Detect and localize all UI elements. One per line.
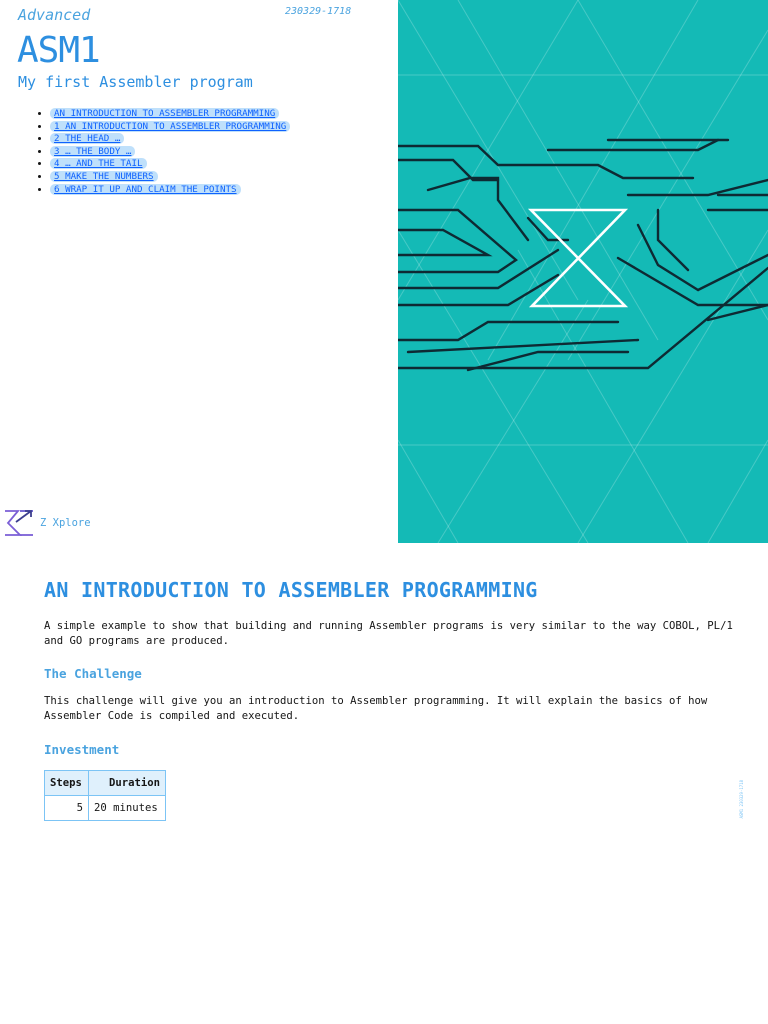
circuit-hourglass-icon	[398, 0, 768, 543]
toc-item	[50, 108, 290, 121]
table-row	[45, 796, 166, 821]
toc-item	[50, 184, 290, 197]
toc-link-1[interactable]: 1 AN INTRODUCTION TO ASSEMBLER PROGRAMMING	[50, 121, 290, 132]
toc-item	[50, 146, 290, 159]
z-xplore-logo-icon	[4, 508, 34, 538]
toc-link-6[interactable]: 6 WRAP IT UP AND CLAIM THE POINTS	[50, 184, 241, 195]
challenge-paragraph: This challenge will give you an introduction to Assembler programming. It will explain the basics of how Assembler Code is compiled and executed.	[44, 695, 708, 722]
brand	[4, 508, 91, 538]
page-title: ASM1	[17, 30, 100, 71]
toc-link-3[interactable]: 3 … THE BODY …	[50, 146, 135, 157]
challenge-heading: The Challenge	[44, 666, 142, 681]
duration-cell: 20 minutes	[89, 796, 166, 821]
toc-link-intro[interactable]: AN INTRODUCTION TO ASSEMBLER PROGRAMMING	[50, 108, 279, 119]
section-title: AN INTRODUCTION TO ASSEMBLER PROGRAMMING	[44, 578, 538, 602]
brand-name: Z Xplore	[40, 517, 91, 529]
side-document-code: ASM1 230329-1718	[739, 780, 744, 819]
toc-link-4[interactable]: 4 … AND THE TAIL	[50, 158, 147, 169]
toc-item	[50, 171, 290, 184]
table-header-row	[45, 771, 166, 796]
toc-link-5[interactable]: 5 MAKE THE NUMBERS	[50, 171, 158, 182]
toc-item	[50, 121, 290, 134]
column-header-steps: Steps	[45, 771, 89, 796]
intro-paragraph: A simple example to show that building and running Assembler programs is very similar to the way COBOL, PL/1 and GO programs are produced.	[44, 620, 733, 647]
page-subtitle: My first Assembler program	[18, 73, 253, 91]
steps-cell: 5	[45, 796, 89, 821]
toc-item	[50, 133, 290, 146]
toc-item	[50, 158, 290, 171]
investment-heading: Investment	[44, 742, 120, 757]
investment-table	[44, 770, 166, 821]
cover-art	[398, 0, 768, 543]
level-label: Advanced	[18, 6, 91, 24]
table-of-contents	[32, 108, 290, 196]
column-header-duration: Duration	[89, 771, 166, 796]
toc-link-2[interactable]: 2 THE HEAD …	[50, 133, 124, 144]
document-id: 230329-1718	[285, 6, 352, 17]
